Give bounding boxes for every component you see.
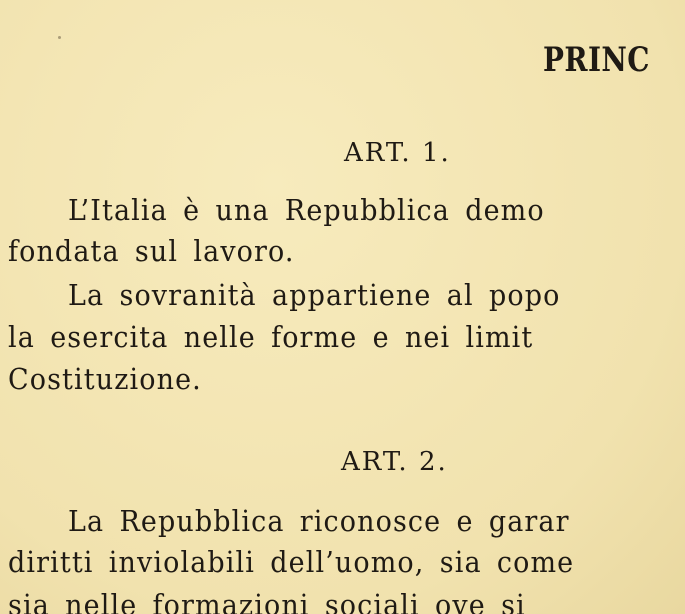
article-2-title: ART. 2.	[341, 447, 448, 477]
article-1-line-4: la esercita nelle forme e nei limit	[8, 320, 534, 354]
article-1-title: ART. 1.	[344, 138, 451, 168]
section-heading: PRINC	[543, 40, 650, 80]
article-1-line-1: L’Italia è una Repubblica demo	[68, 193, 545, 227]
article-2-line-1: La Repubblica riconosce e garar	[68, 504, 570, 538]
article-1-line-2: fondata sul lavoro.	[8, 234, 295, 268]
paper-speck	[58, 36, 61, 39]
article-1-line-5: Costituzione.	[8, 362, 202, 396]
article-2-line-3: sia nelle formazioni sociali ove si	[8, 588, 526, 614]
article-2-line-2: diritti inviolabili dell’uomo, sia come	[8, 545, 575, 579]
article-1-line-3: La sovranità appartiene al popo	[68, 278, 561, 312]
